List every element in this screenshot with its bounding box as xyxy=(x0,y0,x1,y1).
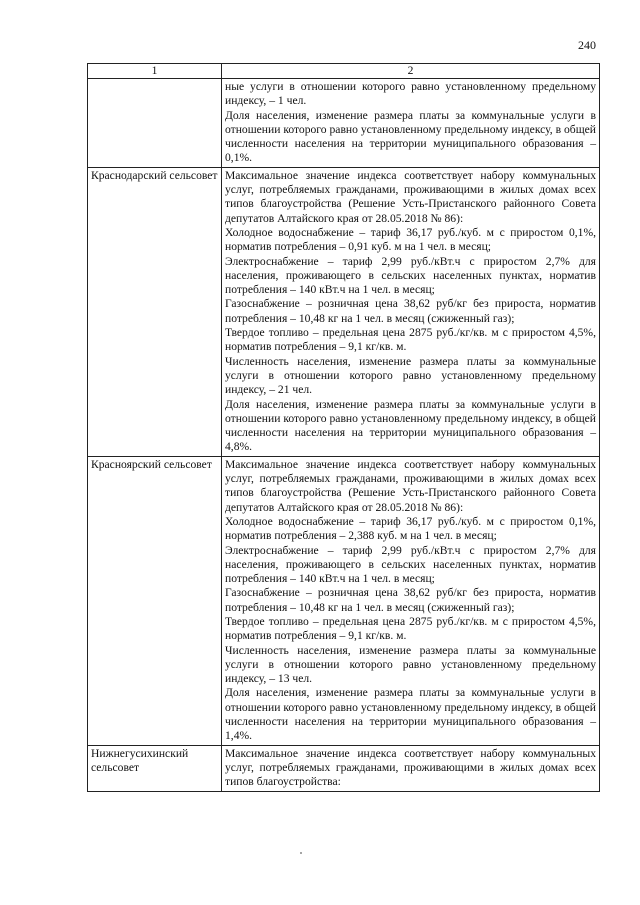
table-header-row xyxy=(88,64,600,79)
paragraph: Электроснабжение – тариф 2,99 руб./кВт.ч с приростом 2,7% для населения, проживающего в сельских населенных пунктах, норматив потребления – 140 кВт.ч на 1 чел. в месяц; xyxy=(225,254,596,297)
column-header-1: 1 xyxy=(88,64,222,79)
description-cell xyxy=(222,79,600,168)
table-row xyxy=(88,79,600,168)
region-cell: Нижнегусихинский сельсовет xyxy=(88,745,222,791)
paragraph: Численность населения, изменение размера платы за коммунальные услуги в отношении которого равно установленному предельному индексу, – 21 чел. xyxy=(225,354,596,397)
paragraph: Электроснабжение – тариф 2,99 руб./кВт.ч с приростом 2,7% для населения, проживающего в сельских населенных пунктах, норматив потребления – 140 кВт.ч на 1 чел. в месяц; xyxy=(225,543,596,586)
region-cell: Красноярский сельсовет xyxy=(88,456,222,745)
paragraph: Холодное водоснабжение – тариф 36,17 руб./куб. м с приростом 0,1%, норматив потребления – 2,388 куб. м на 1 чел. в месяц; xyxy=(225,514,596,543)
paragraph: ные услуги в отношении которого равно установленному предельному индексу, – 1 чел. xyxy=(225,80,596,108)
paragraph: Холодное водоснабжение – тариф 36,17 руб./куб. м с приростом 0,1%, норматив потребления – 0,91 куб. м на 1 чел. в месяц; xyxy=(225,225,596,254)
paragraph: Доля населения, изменение размера платы за коммунальные услуги в отношении которого равно установленному предельному индексу, в общей численности населения на территории муниципального образования – 4,8%. xyxy=(225,397,596,454)
column-header-2: 2 xyxy=(222,64,600,79)
paragraph: Максимальное значение индекса соответствует набору коммунальных услуг, потребляемых гражданами, проживающими в жилых домах всех типов благоустройства (Решение Усть-Пристанского районного Совета депутатов Алтайского края от 28.05.2018 № 86): xyxy=(225,457,596,514)
paragraph: Максимальное значение индекса соответствует набору коммунальных услуг, потребляемых гражданами, проживающими в жилых домах всех типов благоустройства (Решение Усть-Пристанского районного Совета депутатов Алтайского края от 28.05.2018 № 86): xyxy=(225,168,596,225)
description-cell xyxy=(222,745,600,791)
paragraph: Твердое топливо – предельная цена 2875 руб./кг/кв. м с приростом 4,5%, норматив потребления – 9,1 кг/кв. м. xyxy=(225,614,596,643)
page-number: 240 xyxy=(578,38,596,52)
paragraph: Доля населения, изменение размера платы за коммунальные услуги в отношении которого равно установленному предельному индексу, в общей численности населения на территории муниципального образования – 1,4%. xyxy=(225,686,596,743)
paragraph: Газоснабжение – розничная цена 38,62 руб/кг без прироста, норматив потребления – 10,48 кг на 1 чел. в месяц (сжиженный газ); xyxy=(225,297,596,325)
paragraph: Газоснабжение – розничная цена 38,62 руб/кг без прироста, норматив потребления – 10,48 кг на 1 чел. в месяц (сжиженный газ); xyxy=(225,586,596,614)
region-cell: Краснодарский сельсовет xyxy=(88,167,222,456)
region-cell xyxy=(88,79,222,168)
paragraph: Максимальное значение индекса соответствует набору коммунальных услуг, потребляемых гражданами, проживающими в жилых домах всех типов благоустройства: xyxy=(225,746,596,789)
table-row xyxy=(88,456,600,745)
paragraph: Доля населения, изменение размера платы за коммунальные услуги в отношении которого равно установленному предельному индексу, в общей численности населения на территории муниципального образования – 0,1%. xyxy=(225,108,596,165)
paragraph: Твердое топливо – предельная цена 2875 руб./кг/кв. м с приростом 4,5%, норматив потребления – 9,1 кг/кв. м. xyxy=(225,326,596,354)
index-table xyxy=(87,63,600,792)
table-row xyxy=(88,745,600,791)
table-row xyxy=(88,167,600,456)
scan-speck xyxy=(300,852,302,854)
paragraph: Численность населения, изменение размера платы за коммунальные услуги в отношении которого равно установленному предельному индексу, – 13 чел. xyxy=(225,643,596,686)
description-cell xyxy=(222,456,600,745)
description-cell xyxy=(222,167,600,456)
